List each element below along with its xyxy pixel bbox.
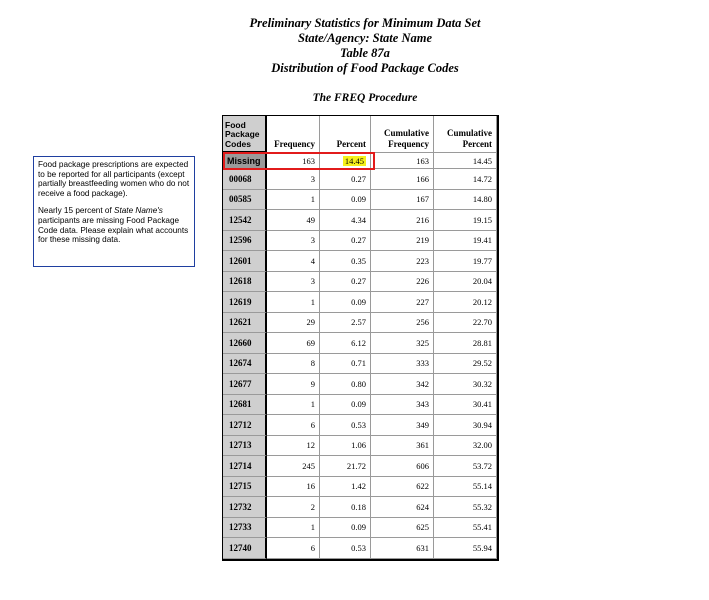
frequency-cell: 3 [267, 169, 320, 190]
food-package-code-cell: 00068 [223, 169, 267, 190]
cumulative-percent-cell: 55.14 [434, 477, 497, 498]
note-paragraph-2 [38, 206, 191, 244]
frequency-cell: 245 [267, 456, 320, 477]
percent-cell: 0.27 [320, 169, 371, 190]
food-package-code-cell: 12714 [223, 456, 267, 477]
cumulative-frequency-cell: 343 [371, 395, 434, 416]
percent-cell: 21.72 [320, 456, 371, 477]
percent-cell: 0.27 [320, 231, 371, 252]
food-package-code-cell: 12715 [223, 477, 267, 498]
title-line-3: Table 87a [340, 46, 390, 60]
title-line-2: State/Agency: State Name [297, 31, 432, 45]
title-line-4: Distribution of Food Package Codes [271, 61, 459, 75]
percent-cell: 0.27 [320, 272, 371, 293]
table-row [223, 169, 497, 190]
food-package-code-cell: 12660 [223, 333, 267, 354]
table-row [223, 292, 497, 313]
report-title [160, 16, 570, 76]
table-row [223, 313, 497, 334]
frequency-cell: 6 [267, 538, 320, 559]
cumulative-percent-cell: 19.41 [434, 231, 497, 252]
percent-cell [320, 153, 371, 169]
cumulative-frequency-cell: 167 [371, 190, 434, 211]
frequency-cell: 8 [267, 354, 320, 375]
cumulative-percent-cell: 14.72 [434, 169, 497, 190]
food-package-code-cell: 12740 [223, 538, 267, 559]
header-percent: Percent [320, 116, 371, 153]
food-package-code-cell: 12619 [223, 292, 267, 313]
cumulative-percent-cell: 29.52 [434, 354, 497, 375]
table-row [223, 497, 497, 518]
table-row [223, 395, 497, 416]
frequency-cell: 1 [267, 518, 320, 539]
cumulative-frequency-cell: 226 [371, 272, 434, 293]
table-row [223, 415, 497, 436]
title-line-1: Preliminary Statistics for Minimum Data Set [249, 16, 481, 30]
cumulative-percent-cell: 55.32 [434, 497, 497, 518]
food-package-code-cell: 12713 [223, 436, 267, 457]
percent-cell: 0.71 [320, 354, 371, 375]
header-cumulative-percent: Cumulative Percent [434, 116, 497, 153]
cumulative-percent-cell: 55.41 [434, 518, 497, 539]
cumulative-frequency-cell: 256 [371, 313, 434, 334]
food-package-code-cell: 12596 [223, 231, 267, 252]
table-row [223, 436, 497, 457]
cumulative-percent-cell: 19.15 [434, 210, 497, 231]
note-text-b: participants are missing Food Package Code data. Please explain what accounts for these missing data. [38, 215, 189, 245]
food-package-code-cell: 12674 [223, 354, 267, 375]
table-row [223, 538, 497, 559]
food-package-code-cell: 12542 [223, 210, 267, 231]
percent-cell: 1.42 [320, 477, 371, 498]
cumulative-percent-cell: 30.41 [434, 395, 497, 416]
note-text-a: Nearly 15 percent of [38, 206, 115, 216]
cumulative-frequency-cell: 216 [371, 210, 434, 231]
percent-cell: 4.34 [320, 210, 371, 231]
table-row [223, 251, 497, 272]
cumulative-frequency-cell: 361 [371, 436, 434, 457]
cumulative-percent-cell: 19.77 [434, 251, 497, 272]
cumulative-frequency-cell: 163 [371, 153, 434, 169]
table-row [223, 190, 497, 211]
frequency-cell: 163 [267, 153, 320, 169]
table-row [223, 333, 497, 354]
frequency-cell: 9 [267, 374, 320, 395]
frequency-cell: 1 [267, 292, 320, 313]
table-header-row [223, 116, 497, 153]
procedure-title: The FREQ Procedure [312, 92, 418, 104]
table-row [223, 374, 497, 395]
cumulative-frequency-cell: 625 [371, 518, 434, 539]
table-row [223, 272, 497, 293]
table-row [223, 518, 497, 539]
frequency-cell: 49 [267, 210, 320, 231]
cumulative-frequency-cell: 349 [371, 415, 434, 436]
percent-cell: 0.35 [320, 251, 371, 272]
cumulative-frequency-cell: 219 [371, 231, 434, 252]
percent-cell: 0.53 [320, 415, 371, 436]
food-package-code-cell: 12712 [223, 415, 267, 436]
frequency-cell: 12 [267, 436, 320, 457]
table-row [223, 210, 497, 231]
cumulative-frequency-cell: 342 [371, 374, 434, 395]
percent-cell: 0.09 [320, 518, 371, 539]
food-package-code-cell: 12733 [223, 518, 267, 539]
food-package-code-cell: 12618 [223, 272, 267, 293]
cumulative-frequency-cell: 227 [371, 292, 434, 313]
note-state-name: State Name's [114, 206, 163, 216]
frequency-table [222, 115, 499, 561]
food-package-code-cell: 12681 [223, 395, 267, 416]
cumulative-percent-cell: 32.00 [434, 436, 497, 457]
frequency-cell: 2 [267, 497, 320, 518]
percent-cell: 2.57 [320, 313, 371, 334]
frequency-cell: 29 [267, 313, 320, 334]
cumulative-frequency-cell: 606 [371, 456, 434, 477]
food-package-code-cell: 12621 [223, 313, 267, 334]
cumulative-frequency-cell: 166 [371, 169, 434, 190]
frequency-cell: 4 [267, 251, 320, 272]
frequency-cell: 69 [267, 333, 320, 354]
cumulative-frequency-cell: 223 [371, 251, 434, 272]
cumulative-percent-cell: 30.32 [434, 374, 497, 395]
cumulative-frequency-cell: 622 [371, 477, 434, 498]
percent-cell: 1.06 [320, 436, 371, 457]
percent-cell: 0.09 [320, 395, 371, 416]
cumulative-percent-cell: 14.45 [434, 153, 497, 169]
frequency-cell: 6 [267, 415, 320, 436]
cumulative-frequency-cell: 333 [371, 354, 434, 375]
cumulative-percent-cell: 20.12 [434, 292, 497, 313]
food-package-code-cell: 12601 [223, 251, 267, 272]
frequency-cell: 3 [267, 272, 320, 293]
percent-cell: 6.12 [320, 333, 371, 354]
annotation-note [33, 156, 195, 267]
table-row [223, 231, 497, 252]
cumulative-percent-cell: 14.80 [434, 190, 497, 211]
cumulative-percent-cell: 28.81 [434, 333, 497, 354]
cumulative-percent-cell: 55.94 [434, 538, 497, 559]
cumulative-frequency-cell: 624 [371, 497, 434, 518]
cumulative-percent-cell: 30.94 [434, 415, 497, 436]
cumulative-frequency-cell: 325 [371, 333, 434, 354]
header-cumulative-frequency: Cumulative Frequency [371, 116, 434, 153]
table-row-missing [223, 153, 497, 169]
table-row [223, 477, 497, 498]
frequency-cell: 16 [267, 477, 320, 498]
cumulative-frequency-cell: 631 [371, 538, 434, 559]
note-paragraph-1: Food package prescriptions are expected to be reported for all participants (except partially breastfeeding women who do not receive a food package). [38, 160, 190, 198]
header-frequency: Frequency [267, 116, 320, 153]
food-package-code-cell: Missing [223, 153, 267, 169]
percent-cell: 0.80 [320, 374, 371, 395]
header-food-package-codes: Food Package Codes [223, 116, 267, 153]
percent-cell: 0.09 [320, 190, 371, 211]
cumulative-percent-cell: 20.04 [434, 272, 497, 293]
frequency-cell: 3 [267, 231, 320, 252]
cumulative-percent-cell: 22.70 [434, 313, 497, 334]
percent-cell: 0.09 [320, 292, 371, 313]
cumulative-percent-cell: 53.72 [434, 456, 497, 477]
food-package-code-cell: 12677 [223, 374, 267, 395]
frequency-cell: 1 [267, 395, 320, 416]
frequency-cell: 1 [267, 190, 320, 211]
food-package-code-cell: 12732 [223, 497, 267, 518]
food-package-code-cell: 00585 [223, 190, 267, 211]
table-row [223, 354, 497, 375]
highlighted-percent: 14.45 [344, 155, 364, 166]
percent-cell: 0.53 [320, 538, 371, 559]
table-row [223, 456, 497, 477]
percent-cell: 0.18 [320, 497, 371, 518]
